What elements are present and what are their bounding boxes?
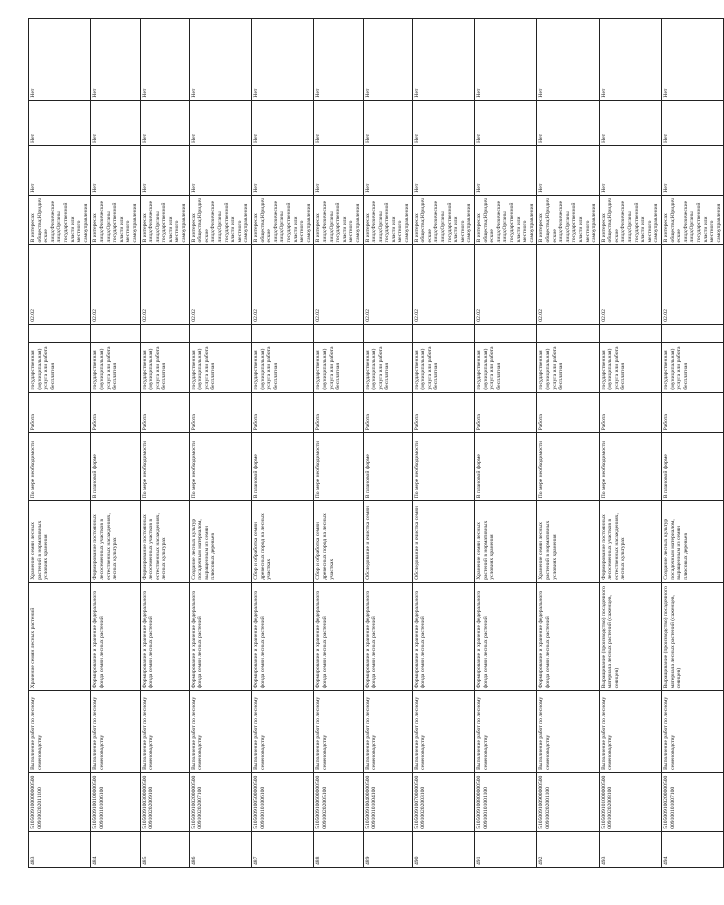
work-content-cell: Формирование и хранение федерального фонда семян лесных растений — [475, 582, 537, 691]
registry-code-cell: 5105009101000000500009100202008100 — [599, 772, 661, 831]
flag-cell-1: Нет — [363, 145, 412, 195]
flag-cell-2: Нет — [29, 100, 91, 145]
consumers-cell: В интересах лица;Физические лица;Органы государственной власти или местного самоуправления — [314, 195, 363, 245]
service-name-cell: Выполнение работ по лесному семеноводству — [412, 691, 474, 773]
consumers-cell: В интересах общества;Юридические лица;Физические лица;Органы государственной власти или местного самоуправления — [412, 195, 474, 245]
work-content-cell: Хранение семян лесных растений — [29, 582, 91, 691]
empty-cell — [412, 324, 474, 342]
okved-cell: 02.02 — [599, 245, 661, 324]
work-content-cell: Выращивание (производство) посадочного материала лесных растений (саженцев, сеянцев) — [599, 582, 661, 691]
flag-cell-1: Нет — [537, 145, 599, 195]
flag-cell-3: Нет — [29, 19, 91, 101]
service-name-cell: Выполнение работ по лесному семеноводству — [29, 691, 91, 773]
flag-cell-3: Нет — [314, 19, 363, 101]
payment-cell: государственная (муниципальная) услуга или работа бесплатная — [537, 342, 599, 392]
payment-cell: государственная (муниципальная) услуга или работа бесплатная — [599, 342, 661, 392]
consumers-cell: В интересах лица;Физические лица;Органы государственной власти или местного самоуправления — [140, 195, 189, 245]
flag-cell-3: Нет — [140, 19, 189, 101]
flag-cell-2: Нет — [252, 100, 314, 145]
work-condition-cell: Обследование и очистка семян — [363, 501, 412, 583]
work-content-cell: Формирование и хранение федерального фонда семян лесных растений — [140, 582, 189, 691]
type-cell: Работа — [140, 392, 189, 433]
work-condition-cell: Хранение семян лесных растений в нормативных условиях хранения — [537, 501, 599, 583]
service-name-cell: Выполнение работ по лесному семеноводству — [252, 691, 314, 773]
empty-cell — [314, 324, 363, 342]
flag-cell-2: Нет — [189, 100, 251, 145]
service-name-cell: Выполнение работ по лесному семеноводству — [537, 691, 599, 773]
delivery-form-cell: По мере необходимости — [189, 433, 251, 501]
delivery-form-cell: По мере необходимости — [140, 433, 189, 501]
flag-cell-1: Нет — [252, 145, 314, 195]
service-name-cell: Выполнение работ по лесному семеноводству — [599, 691, 661, 773]
flag-cell-2: Нет — [475, 100, 537, 145]
delivery-form-cell: По мере необходимости — [314, 433, 363, 501]
table-row — [91, 19, 140, 868]
okved-cell: 02.02 — [412, 245, 474, 324]
row-number-cell: 486 — [189, 831, 251, 867]
payment-cell: государственная (муниципальная) услуга или работа бесплатная — [91, 342, 140, 392]
payment-cell: государственная (муниципальная) услуга или работа бесплатная — [662, 342, 724, 392]
flag-cell-3: Нет — [412, 19, 474, 101]
consumers-cell: В интересах лица;Физические лица;Органы государственной власти или местного самоуправления — [363, 195, 412, 245]
flag-cell-2: Нет — [140, 100, 189, 145]
service-name-cell: Выполнение работ по лесному семеноводству — [189, 691, 251, 773]
empty-cell — [363, 324, 412, 342]
table-row — [189, 19, 251, 868]
payment-cell: государственная (муниципальная) услуга или работа бесплатная — [140, 342, 189, 392]
payment-cell: государственная (муниципальная) услуга или работа бесплатная — [475, 342, 537, 392]
work-condition-cell: Создание лесных культур посадочным материалом, выращенным из семян плюсовых деревьев — [189, 501, 251, 583]
delivery-form-cell: В плановой форме — [252, 433, 314, 501]
empty-cell — [475, 324, 537, 342]
service-name-cell: Выполнение работ по лесному семеноводству — [475, 691, 537, 773]
row-number-cell: 489 — [363, 831, 412, 867]
type-cell: Работа — [91, 392, 140, 433]
flag-cell-1: Нет — [189, 145, 251, 195]
flag-cell-2: Нет — [314, 100, 363, 145]
work-content-cell: Формирование и хранение федерального фонда семян лесных растений — [537, 582, 599, 691]
row-number-cell: 491 — [475, 831, 537, 867]
flag-cell-2: Нет — [662, 100, 724, 145]
flag-cell-1: Нет — [412, 145, 474, 195]
flag-cell-1: Нет — [475, 145, 537, 195]
work-condition-cell: Формирование постоянных лесосеменных участков в естественных насаждениях, лесных культурах — [91, 501, 140, 583]
flag-cell-2: Нет — [363, 100, 412, 145]
okved-cell: 02.02 — [189, 245, 251, 324]
type-cell: Работа — [29, 392, 91, 433]
table-row — [412, 19, 474, 868]
type-cell: Работа — [314, 392, 363, 433]
row-number-cell: 483 — [29, 831, 91, 867]
table-row — [252, 19, 314, 868]
row-number-cell: 485 — [140, 831, 189, 867]
registry-code-cell: 5105009100500000500009100101006100 — [252, 772, 314, 831]
work-condition-cell: Хранение семян лесных растений в нормативных условиях хранения — [475, 501, 537, 583]
consumers-cell: В интересах общества;Юридические лица;Физические лица;Органы государственной власти или местного самоуправления — [599, 195, 661, 245]
type-cell: Работа — [599, 392, 661, 433]
services-registry-table — [28, 18, 724, 868]
delivery-form-cell: В плановой форме — [91, 433, 140, 501]
table-row — [363, 19, 412, 868]
delivery-form-cell: По мере необходимости — [537, 433, 599, 501]
work-content-cell: Формирование и хранение федерального фонда семян лесных растений — [412, 582, 474, 691]
empty-cell — [252, 324, 314, 342]
registry-code-cell: 5105009100100000500009100101006100 — [91, 772, 140, 831]
empty-cell — [599, 324, 661, 342]
rotated-registry-table-wrapper — [28, 18, 722, 868]
service-name-cell: Выполнение работ по лесному семеноводству — [662, 691, 724, 773]
consumers-cell: В интересах общества;Юридические лица;Физические лица;Органы государственной власти или местного самоуправления — [189, 195, 251, 245]
empty-cell — [29, 324, 91, 342]
type-cell: Работа — [189, 392, 251, 433]
okved-cell: 02.02 — [29, 245, 91, 324]
work-content-cell: Формирование и хранение федерального фонда семян лесных растений — [252, 582, 314, 691]
okved-cell: 02.02 — [475, 245, 537, 324]
row-number-cell: 494 — [662, 831, 724, 867]
payment-cell: государственная (муниципальная) услуга или работа бесплатная — [29, 342, 91, 392]
type-cell: Работа — [252, 392, 314, 433]
flag-cell-2: Нет — [91, 100, 140, 145]
flag-cell-3: Нет — [662, 19, 724, 101]
delivery-form-cell: По мере необходимости — [412, 433, 474, 501]
payment-cell: государственная (муниципальная) услуга или работа бесплатная — [252, 342, 314, 392]
okved-cell: 02.02 — [252, 245, 314, 324]
registry-code-cell: 5105009100600000500009100202005100 — [314, 772, 363, 831]
flag-cell-1: Нет — [140, 145, 189, 195]
registry-code-cell: 5105009100300000500009100202009100 — [140, 772, 189, 831]
flag-cell-3: Нет — [252, 19, 314, 101]
empty-cell — [140, 324, 189, 342]
flag-cell-1: Нет — [599, 145, 661, 195]
registry-code-cell: 5105009100400000500009100101004100 — [363, 772, 412, 831]
table-row — [537, 19, 599, 868]
empty-cell — [189, 324, 251, 342]
work-content-cell: Формирование и хранение федерального фонда семян лесных растений — [314, 582, 363, 691]
delivery-form-cell: В плановой форме — [363, 433, 412, 501]
type-cell: Работа — [537, 392, 599, 433]
consumers-cell: В интересах общества;Юридические лица;Физические лица;Органы государственной власти или местного самоуправления — [475, 195, 537, 245]
delivery-form-cell: По мере необходимости — [599, 433, 661, 501]
table-row — [475, 19, 537, 868]
work-condition-cell: Хранение семян лесных растений в нормативных условиях хранения — [29, 501, 91, 583]
type-cell: Работа — [475, 392, 537, 433]
registry-code-cell: 5105009100700000500009100202003100 — [412, 772, 474, 831]
table-row — [662, 19, 724, 868]
work-condition-cell: Сбор и обработка семян древесных пород на лесных участках — [252, 501, 314, 583]
work-condition-cell: Сбор и обработка семян древесных пород на лесных участках — [314, 501, 363, 583]
consumers-cell: В интересах общества;Юридические лица;Физические лица;Органы государственной власти или местного самоуправления — [252, 195, 314, 245]
flag-cell-3: Нет — [599, 19, 661, 101]
type-cell: Работа — [662, 392, 724, 433]
payment-cell: государственная (муниципальная) услуга или работа бесплатная — [412, 342, 474, 392]
flag-cell-3: Нет — [363, 19, 412, 101]
row-number-cell: 488 — [314, 831, 363, 867]
work-condition-cell: Создание лесных культур посадочным материалом, выращенным из семян плюсовых деревьев — [662, 501, 724, 583]
payment-cell: государственная (муниципальная) услуга или работа бесплатная — [314, 342, 363, 392]
empty-cell — [662, 324, 724, 342]
okved-cell: 02.02 — [662, 245, 724, 324]
flag-cell-3: Нет — [189, 19, 251, 101]
service-name-cell: Выполнение работ по лесному семеноводству — [140, 691, 189, 773]
flag-cell-1: Нет — [91, 145, 140, 195]
work-content-cell: Формирование и хранение федерального фонда семян лесных растений — [189, 582, 251, 691]
table-row — [599, 19, 661, 868]
row-number-cell: 492 — [537, 831, 599, 867]
work-content-cell: Формирование и хранение федерального фонда семян лесных растений — [363, 582, 412, 691]
okved-cell: 02.02 — [363, 245, 412, 324]
flag-cell-3: Нет — [537, 19, 599, 101]
payment-cell: государственная (муниципальная) услуга или работа бесплатная — [363, 342, 412, 392]
registry-code-cell: 5105009100900000500009100202001100 — [537, 772, 599, 831]
flag-cell-1: Нет — [29, 145, 91, 195]
flag-cell-2: Нет — [412, 100, 474, 145]
delivery-form-cell: В плановой форме — [475, 433, 537, 501]
table-row — [29, 19, 91, 868]
work-content-cell: Выращивание (производство) посадочного материала лесных растений (саженцев, сеянцев) — [662, 582, 724, 691]
consumers-cell: В интересах общества;Юридические лица;Физические лица;Органы государственной власти или местного самоуправления — [537, 195, 599, 245]
table-row — [140, 19, 189, 868]
work-condition-cell: Обследование и очистка семян — [412, 501, 474, 583]
row-number-cell: 487 — [252, 831, 314, 867]
work-condition-cell: Формирование постоянных лесосеменных участков в естественных насаждениях, лесных культурах — [140, 501, 189, 583]
flag-cell-1: Нет — [662, 145, 724, 195]
delivery-form-cell: По мере необходимости — [29, 433, 91, 501]
okved-cell: 02.02 — [140, 245, 189, 324]
flag-cell-2: Нет — [599, 100, 661, 145]
row-number-cell: 490 — [412, 831, 474, 867]
empty-cell — [91, 324, 140, 342]
work-content-cell: Формирование и хранение федерального фонда семян лесных растений — [91, 582, 140, 691]
type-cell: Работа — [363, 392, 412, 433]
consumers-cell: В интересах общества;Юридические лица;Физические лица;Органы государственной власти или местного самоуправления — [662, 195, 724, 245]
type-cell: Работа — [412, 392, 474, 433]
registry-code-cell: 5105009100800000500009100101001100 — [475, 772, 537, 831]
flag-cell-2: Нет — [537, 100, 599, 145]
flag-cell-1: Нет — [314, 145, 363, 195]
okved-cell: 02.02 — [537, 245, 599, 324]
service-name-cell: Выполнение работ по лесному семеноводству — [314, 691, 363, 773]
registry-code-cell: 5105009100000000500009100202011100 — [29, 772, 91, 831]
work-condition-cell: Формирование постоянных лесосеменных участков в естественных насаждениях, лесных культурах — [599, 501, 661, 583]
flag-cell-3: Нет — [91, 19, 140, 101]
payment-cell: государственная (муниципальная) услуга или работа бесплатная — [189, 342, 251, 392]
delivery-form-cell: В плановой форме — [662, 433, 724, 501]
empty-cell — [537, 324, 599, 342]
flag-cell-3: Нет — [475, 19, 537, 101]
registry-code-cell: 5105009100200000500009100202007100 — [189, 772, 251, 831]
registry-code-cell: 5105009100200000500009100101007100 — [662, 772, 724, 831]
service-name-cell: Выполнение работ по лесному семеноводству — [91, 691, 140, 773]
okved-cell: 02.02 — [91, 245, 140, 324]
consumers-cell: В интересах общества;Юридические лица;Физические лица;Органы государственной власти или местного самоуправления — [29, 195, 91, 245]
okved-cell: 02.02 — [314, 245, 363, 324]
row-number-cell: 484 — [91, 831, 140, 867]
service-name-cell: Выполнение работ по лесному семеноводству — [363, 691, 412, 773]
row-number-cell: 493 — [599, 831, 661, 867]
table-row — [314, 19, 363, 868]
consumers-cell: В интересах лица;Физические лица;Органы государственной власти или местного самоуправления — [91, 195, 140, 245]
